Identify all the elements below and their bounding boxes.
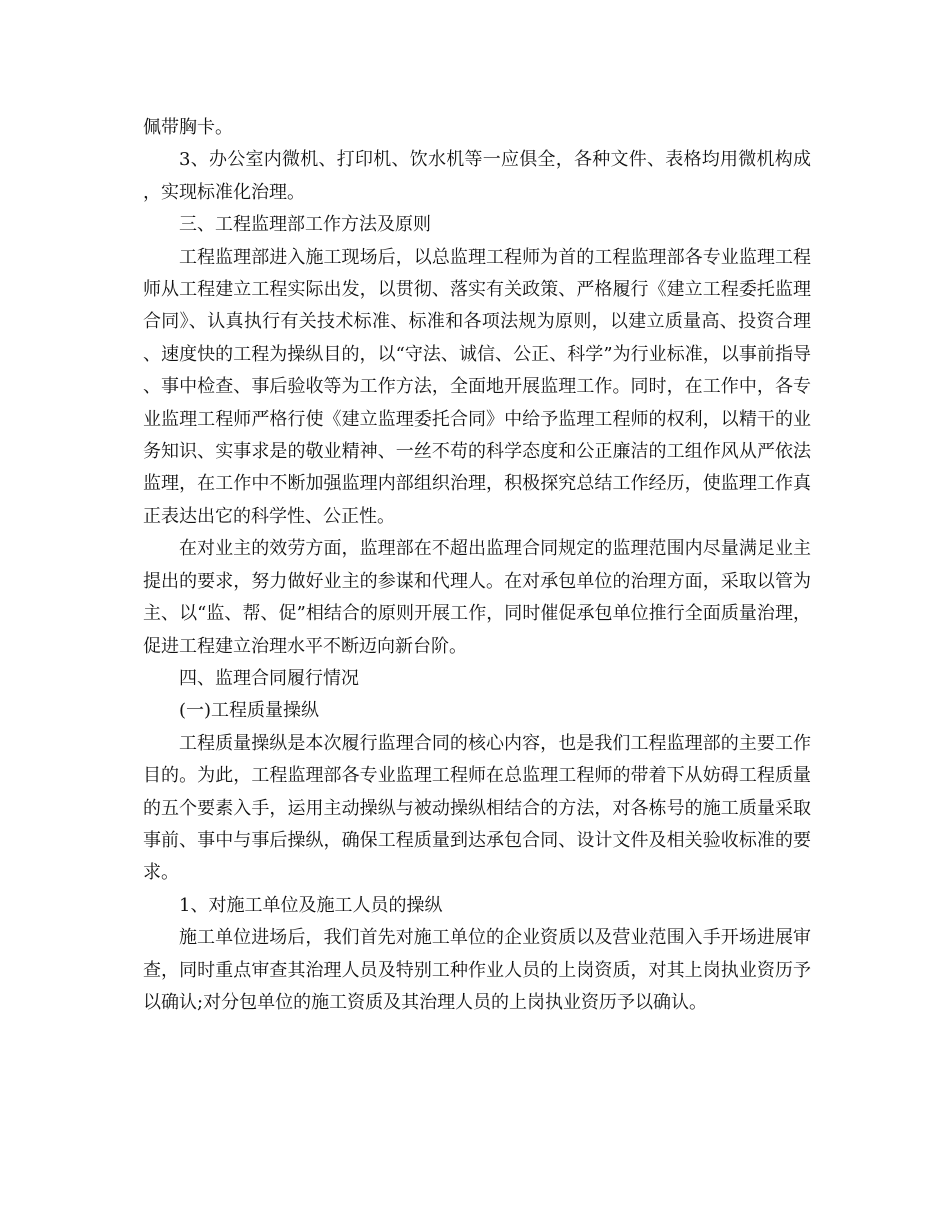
subsection-heading-1: (一)工程质量操纵 xyxy=(179,700,320,722)
paragraph-unit-review: 施工单位进场后，我们首先对施工单位的企业资质以及营业范围入手开场进展审查，同时重点审查其治理人员及特别工种作业人员的上岗资质，对其上岗执业资历予以确认;对分包单位的施工资质及其治理人员的上岗执业资历予以确认。 xyxy=(143,927,811,1013)
section-heading-3: 三、工程监理部工作方法及原则 xyxy=(179,214,431,236)
item-heading-1: 1、对施工单位及施工人员的操纵 xyxy=(179,894,443,916)
section-heading-4: 四、监理合同履行情况 xyxy=(179,667,359,689)
paragraph-owner-service: 在对业主的效劳方面，监理部在不超出监理合同规定的监理范围内尽量满足业主提出的要求，努力做好业主的参谋和代理人。在对承包单位的治理方面，采取以管为主、以“监、帮、促”相结合的原则开展工作，同时催促承包单位推行全面质量治理，促进工程建立治理水平不断迈向新台阶。 xyxy=(143,538,811,657)
document-body xyxy=(143,112,811,1019)
paragraph-work-methods: 工程监理部进入施工现场后，以总监理工程师为首的工程监理部各专业监理工程师从工程建立工程实际出发，以贯彻、落实有关政策、严格履行《建立工程委托监理合同》、认真执行有关技术标准、标准和各项法规为原则，以建立质量高、投资合理、速度快的工程为操纵目的，以“守法、诚信、公正、科学”为行业标准，以事前指导、事中检查、事后验收等为工作方法，全面地开展监理工作。同时，在工作中，各专业监理工程师严格行使《建立监理委托合同》中给予监理工程师的权利，以精干的业务知识、实事求是的敬业精神、一丝不苟的科学态度和公正廉洁的工组作风从严依法监理，在工作中不断加强监理内部组织治理，积极探究总结工作经历，使监理工作真正表达出它的科学性、公正性。 xyxy=(143,246,811,527)
paragraph-continuation: 佩带胸卡。 xyxy=(143,117,233,138)
paragraph-quality-control: 工程质量操纵是本次履行监理合同的核心内容，也是我们工程监理部的主要工作目的。为此，工程监理部各专业监理工程师在总监理工程师的带着下从妨碍工程质量的五个要素入手，运用主动操纵与被动操纵相结合的方法，对各栋号的施工质量采取事前、事中与事后操纵，确保工程质量到达承包合同、设计文件及相关验收标准的要求。 xyxy=(143,732,811,884)
paragraph-office-equipment: 3、办公室内微机、打印机、饮水机等一应俱全，各种文件、表格均用微机构成，实现标准化治理。 xyxy=(143,149,811,203)
